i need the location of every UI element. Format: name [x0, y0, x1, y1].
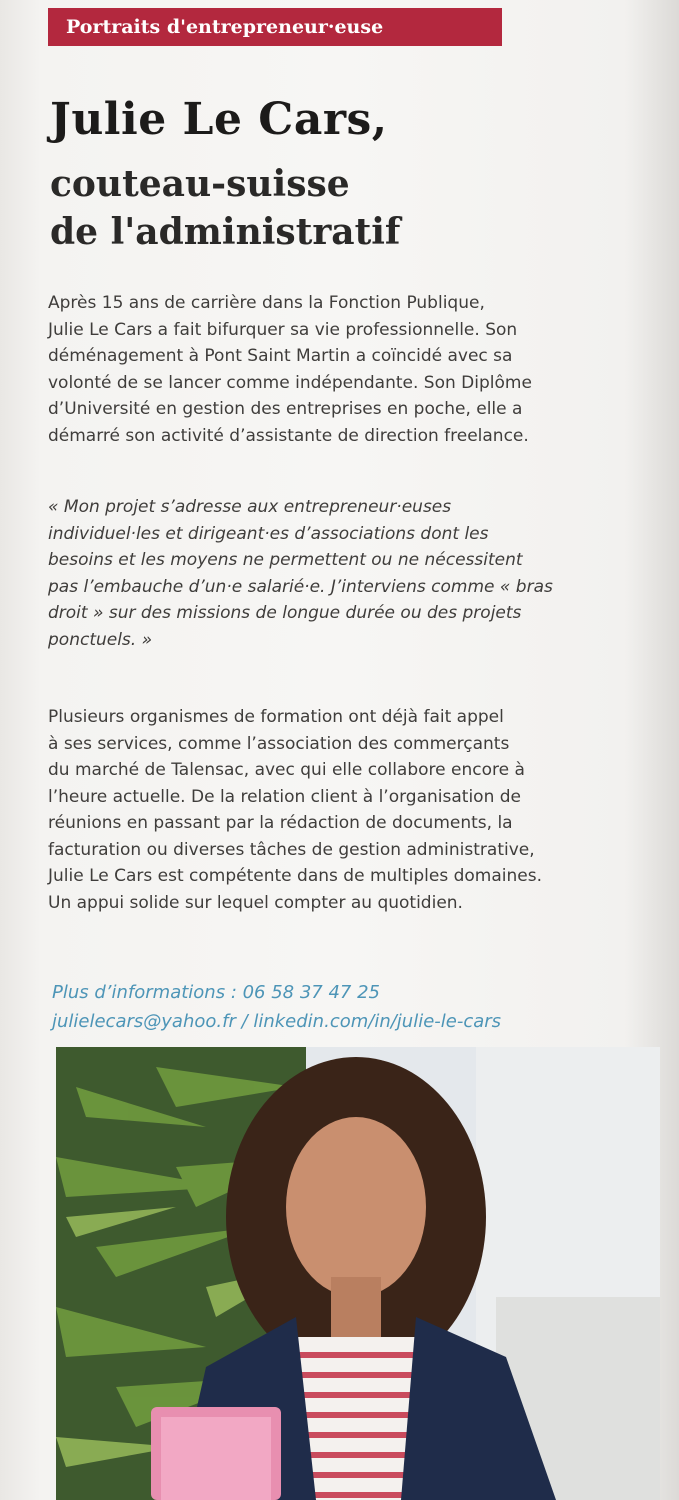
text-line: droit » sur des missions de longue durée ou des projets [48, 603, 522, 623]
text-line: à ses services, comme l’association des commerçants [48, 733, 510, 754]
article-subtitle [50, 160, 400, 256]
contact-links[interactable]: julielecars@yahoo.fr / linkedin.com/in/julie-le-cars [52, 1011, 502, 1032]
text-line: réunions en passant par la rédaction de documents, la [48, 813, 513, 833]
subtitle-line: de l'administratif [50, 211, 401, 253]
subtitle-line: couteau-suisse [50, 163, 350, 205]
text-line: Julie Le Cars est compétente dans de multiples domaines. [48, 866, 543, 886]
text-line: du marché de Talensac, avec qui elle collabore encore à [48, 760, 525, 780]
text-line: Plusieurs organismes de formation ont déjà fait appel [48, 707, 504, 727]
text-line: Julie Le Cars a fait bifurquer sa vie professionnelle. Son [48, 319, 518, 340]
body-paragraph [48, 704, 608, 916]
text-line: « Mon projet s’adresse aux entrepreneur·euses [48, 497, 452, 517]
quote-paragraph [48, 494, 608, 653]
text-line: besoins et les moyens ne permettent ou ne nécessitent [48, 550, 523, 570]
contact-info [52, 978, 501, 1036]
text-line: volonté de se lancer comme indépendante. Son Diplôme [48, 372, 532, 393]
text-line: pas l’embauche d’un·e salarié·e. J’interviens comme « bras [48, 576, 553, 597]
intro-paragraph [48, 290, 608, 449]
text-line: démarré son activité d’assistante de direction freelance. [48, 425, 529, 446]
text-line: facturation ou diverses tâches de gestion administrative, [48, 839, 535, 860]
portrait-illustration [56, 1047, 660, 1500]
article-title: Julie Le Cars, [50, 94, 388, 145]
text-line: Après 15 ans de carrière dans la Fonction Publique, [48, 293, 485, 313]
text-line: ponctuels. » [48, 629, 153, 650]
text-line: Un appui solide sur lequel compter au quotidien. [48, 892, 463, 913]
contact-phone: Plus d’informations : 06 58 37 47 25 [52, 982, 381, 1003]
section-tag: Portraits d'entrepreneur·euse [48, 8, 502, 46]
portrait-photo [56, 1047, 660, 1500]
text-line: déménagement à Pont Saint Martin a coïncidé avec sa [48, 346, 513, 366]
text-line: individuel·les et dirigeant·es d’associations dont les [48, 523, 489, 544]
text-line: l’heure actuelle. De la relation client à l’organisation de [48, 786, 522, 807]
text-line: d’Université en gestion des entreprises en poche, elle a [48, 399, 523, 419]
